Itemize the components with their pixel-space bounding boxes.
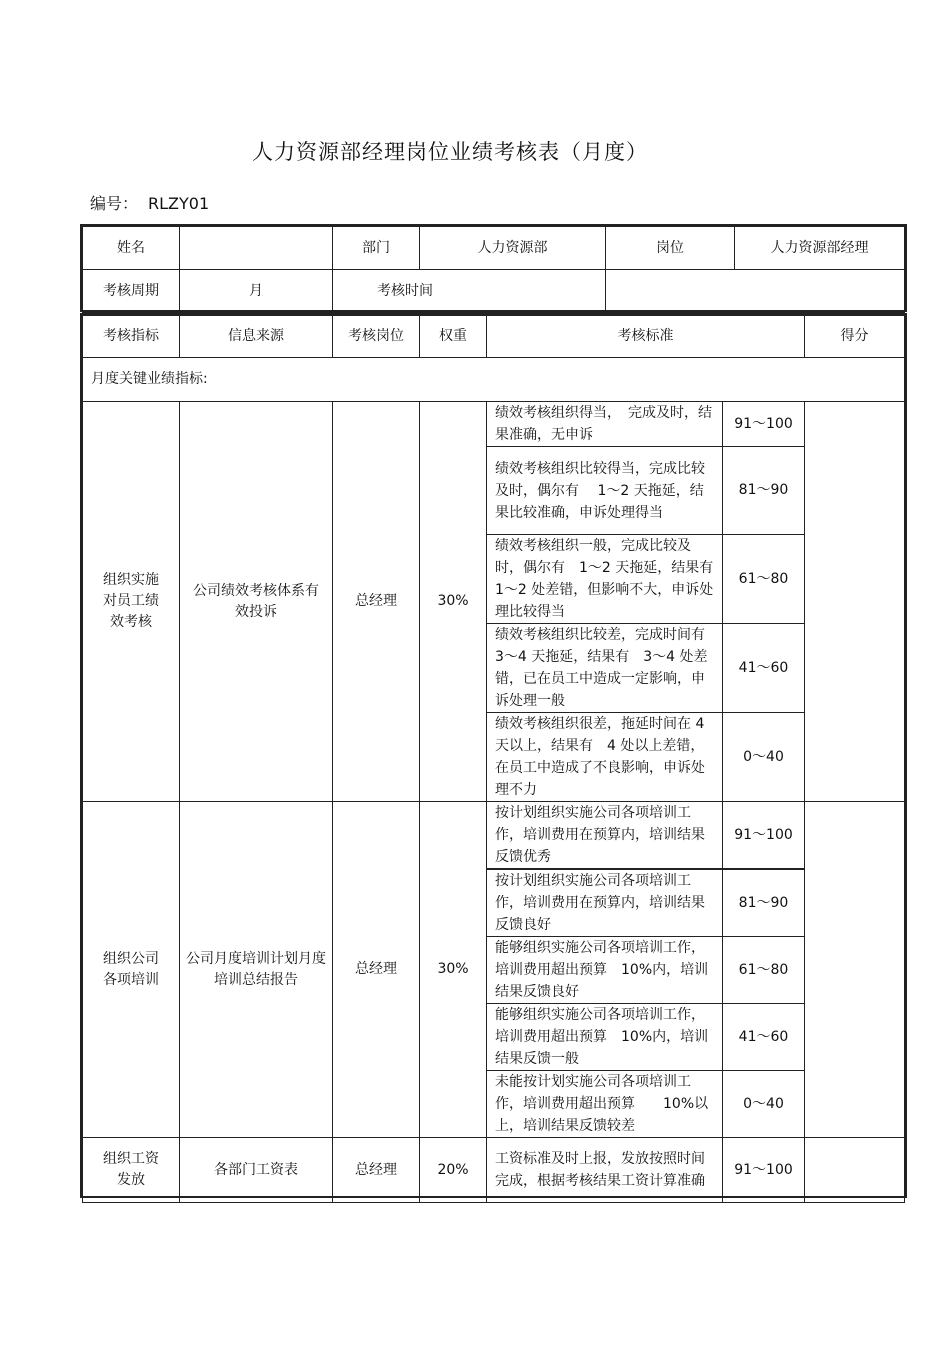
indicator-assessor: 总经理 (333, 1138, 420, 1203)
criterion-text: 工资标准及时上报，发放按照时间完成，根据考核结果工资计算准确 (487, 1138, 723, 1203)
name-value[interactable] (180, 227, 333, 270)
criterion-range: 41～60 (723, 1004, 805, 1071)
code-value: RLZY01 (148, 194, 210, 213)
name-label: 姓名 (83, 227, 180, 270)
criterion-range: 81～90 (723, 447, 805, 535)
criterion-text: 绩效考核组织一般，完成比较及时，偶尔有 1～2 天拖延，结果有 1～2 处差错，但影响不大，申诉处理比较得当 (487, 535, 723, 624)
document-code (90, 191, 219, 214)
header-assessor: 考核岗位 (333, 316, 420, 358)
table-row (83, 402, 905, 447)
table-row (83, 1138, 905, 1203)
indicator-name: 组织实施对员工绩效考核 (83, 402, 180, 802)
criterion-range: 61～80 (723, 535, 805, 624)
header-score: 得分 (805, 316, 905, 358)
indicator-source: 各部门工资表 (180, 1138, 333, 1203)
code-label: 编号： (90, 194, 139, 213)
criterion-range: 0～40 (723, 713, 805, 802)
header-standard: 考核标准 (487, 316, 805, 358)
indicator-name: 组织公司各项培训 (83, 802, 180, 1138)
indicator-name: 组织工资发放 (83, 1138, 180, 1203)
criterion-text: 绩效考核组织比较差，完成时间有 3～4 天拖延，结果有 3～4 处差错，已在员工中造成一定影响，申诉处理一般 (487, 624, 723, 713)
section-title: 月度关键业绩指标: (83, 358, 905, 402)
section-row (83, 358, 905, 402)
criterion-text: 能够组织实施公司各项培训工作，培训费用超出预算 10%内，培训结果反馈良好 (487, 937, 723, 1004)
criterion-text: 绩效考核组织比较得当，完成比较及时，偶尔有 1～2 天拖延，结果比较准确，申诉处理得当 (487, 447, 723, 535)
table-row (83, 802, 905, 870)
post-value: 人力资源部经理 (735, 227, 905, 270)
info-row-2 (83, 270, 905, 313)
criterion-text: 未能按计划实施公司各项培训工作，培训费用超出预算 10%以上，培训结果反馈较差 (487, 1071, 723, 1138)
criterion-range: 81～90 (723, 869, 805, 937)
criterion-range: 91～100 (723, 802, 805, 870)
criterion-range: 41～60 (723, 624, 805, 713)
time-label: 考核时间 (333, 270, 606, 313)
indicator-assessor: 总经理 (333, 402, 420, 802)
time-value[interactable] (606, 270, 905, 313)
indicator-weight: 30% (420, 802, 487, 1138)
document-title: 人力资源部经理岗位业绩考核表（月度） (252, 140, 648, 164)
header-source: 信息来源 (180, 316, 333, 358)
criterion-range: 91～100 (723, 402, 805, 447)
criterion-text: 能够组织实施公司各项培训工作，培训费用超出预算 10%内，培训结果反馈一般 (487, 1004, 723, 1071)
info-table (80, 224, 907, 312)
header-indicator: 考核指标 (83, 316, 180, 358)
header-row (83, 316, 905, 358)
criterion-range: 0～40 (723, 1071, 805, 1138)
criterion-text: 按计划组织实施公司各项培训工作，培训费用在预算内，培训结果反馈优秀 (487, 802, 723, 870)
period-value: 月 (180, 270, 333, 313)
criterion-text: 绩效考核组织得当， 完成及时，结果准确，无申诉 (487, 402, 723, 447)
criterion-text: 绩效考核组织很差，拖延时间在 4 天以上，结果有 4 处以上差错，在员工中造成了不良影响，申诉处理不力 (487, 713, 723, 802)
criterion-text: 按计划组织实施公司各项培训工作，培训费用在预算内，培训结果反馈良好 (487, 869, 723, 937)
dept-value: 人力资源部 (420, 227, 606, 270)
score-cell[interactable] (805, 402, 905, 802)
score-cell[interactable] (805, 1138, 905, 1203)
dept-label: 部门 (333, 227, 420, 270)
indicator-assessor: 总经理 (333, 802, 420, 1138)
indicator-weight: 20% (420, 1138, 487, 1203)
indicator-source: 公司绩效考核体系有效投诉 (180, 402, 333, 802)
assessment-table (80, 313, 907, 1198)
info-row-1 (83, 227, 905, 270)
post-label: 岗位 (606, 227, 735, 270)
header-weight: 权重 (420, 316, 487, 358)
score-cell[interactable] (805, 802, 905, 1138)
indicator-source: 公司月度培训计划月度培训总结报告 (180, 802, 333, 1138)
criterion-range: 61～80 (723, 937, 805, 1004)
period-label: 考核周期 (83, 270, 180, 313)
indicator-weight: 30% (420, 402, 487, 802)
criterion-range: 91～100 (723, 1138, 805, 1203)
